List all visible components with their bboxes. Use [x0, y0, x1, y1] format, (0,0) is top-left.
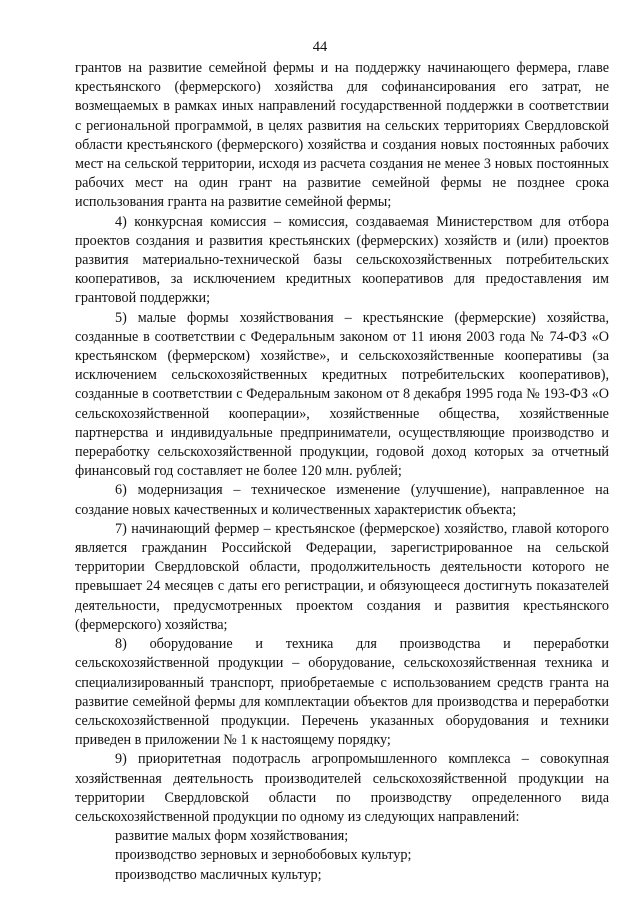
paragraph-grant-definition-continuation: грантов на развитие семейной фермы и на поддержку начинающего фермера, главе крестьянского (фермерского) хозяйства для софинансирования его затрат, не возмещаемых в рамках иных направлений государственной поддержки в соответствии с региональной программой, в целях развития на сельских территориях Свердловской области крестьянского (фермерского) хозяйства и создания новых постоянных рабочих мест на сельской территории, исходя из расчета создания не менее 3 новых постоянных рабочих мест на один грант на развитие семейной фермы не позднее срока использования гранта на развитие семейной фермы;: [75, 60, 609, 211]
list-item: производство масличных культур;: [115, 866, 322, 883]
paragraph-beginning-farmer: 7) начинающий фермер – крестьянское (фермерское) хозяйство, главой которого является гражданин Российской Федерации, зарегистрированное на сельской территории Свердловской области, продолжительность деятельности которого не превышает 24 месяцев с даты его регистрации, и обязующееся достигнуть показателей деятельности, предусмотренных проектом создания и развития крестьянского (фермерского) хозяйства;: [75, 520, 609, 633]
paragraph-modernization: 6) модернизация – техническое изменение (улучшение), направленное на создание новых качественных и количественных характеристик объекта;: [75, 482, 609, 518]
paragraph-priority-subsector: 9) приоритетная подотрасль агропромышленного комплекса – совокупная хозяйственная деятельность производителей сельскохозяйственной продукции на территории Свердловской области по производству определенного вида сельскохозяйственной продукции по одному из следующих направлений:: [75, 751, 609, 825]
paragraph-equipment-and-machinery: 8) оборудование и техника для производства и переработки сельскохозяйственной продукции – оборудование, сельскохозяйственная техника и специализированный транспорт, приобретаемые с использованием средств гранта на развитие семейной фермы для комплектации объектов для производства и переработки сельскохозяйственной продукции. Перечень указанных оборудования и техники приведен в приложении № 1 к настоящему порядку;: [75, 636, 609, 749]
list-item: производство зерновых и зернобобовых культур;: [115, 847, 412, 864]
list-item: развитие малых форм хозяйствования;: [115, 828, 349, 845]
page-number: 44: [312, 39, 328, 55]
paragraph-small-business-forms: 5) малые формы хозяйствования – крестьянские (фермерские) хозяйства, созданные в соответствии с Федеральным законом от 11 июня 2003 года № 74-ФЗ «О крестьянском (фермерском) хозяйстве», и сельскохозяйственные кооперативы (за исключением сельскохозяйственных кредитных потребительских кооперативов), созданные в соответствии с Федеральным законом от 8 декабря 1995 года № 193-ФЗ «О сельскохозяйственной кооперации», хозяйственные общества, хозяйственные партнерства и индивидуальные предприниматели, осуществляющие производство и переработку сельскохозяйственной продукции, годовой доход которых за отчетный финансовый год составляет не более 120 млн. рублей;: [75, 309, 609, 480]
paragraph-competition-commission: 4) конкурсная комиссия – комиссия, создаваемая Министерством для отбора проектов создания и развития крестьянских (фермерских) хозяйств и (или) проектов развития материально-технической базы сельскохозяйственных потребительских кооперативов, за исключением кредитных кооперативов для предоставления им грантовой поддержки;: [75, 213, 609, 307]
document-body: [75, 59, 609, 885]
